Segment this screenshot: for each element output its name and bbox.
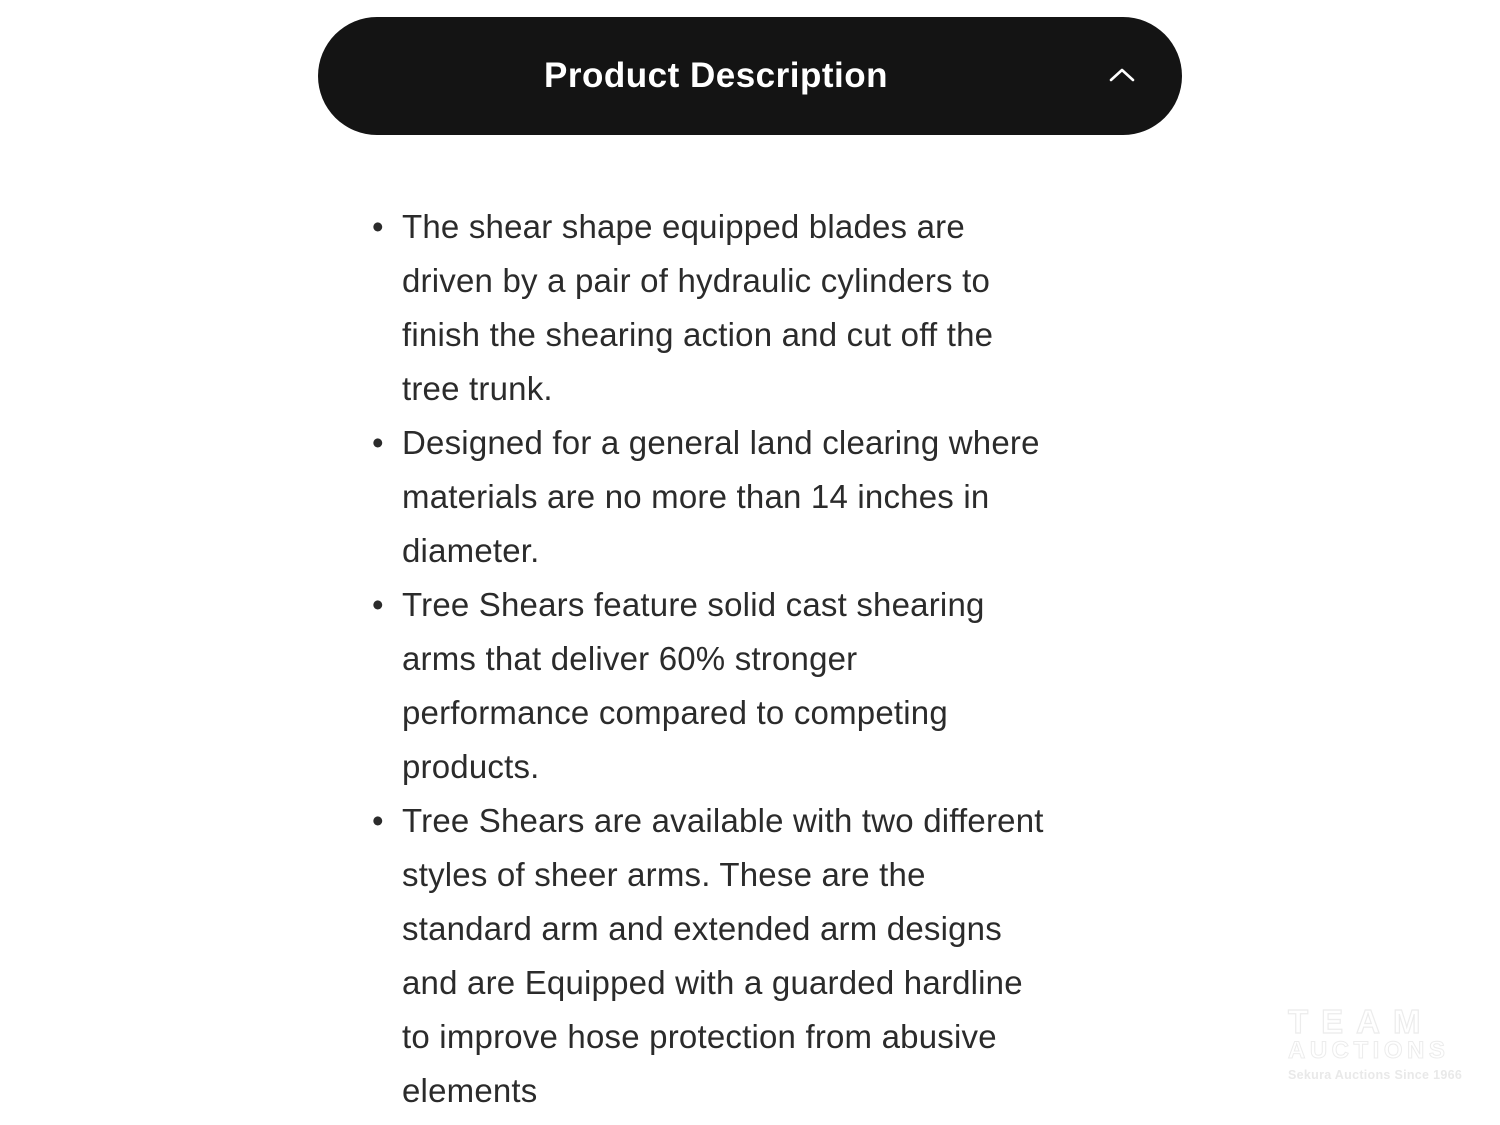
description-item: • Tree Shears feature solid cast shearing arms that deliver 60% stronger performance compared to competing products. [360, 578, 1050, 794]
description-item: • Designed for a general land clearing where materials are no more than 14 inches in diameter. [360, 416, 1050, 578]
watermark-team-text: TEAM [1288, 1003, 1434, 1040]
description-item: • Tree Shears are available with two different styles of sheer arms. These are the standard arm and extended arm designs and are Equipped with a guarded hardline to improve hose protection from abusive elements [360, 794, 1050, 1118]
watermark-auctions-text: AUCTIONS [1288, 1037, 1450, 1064]
chevron-up-icon[interactable] [1107, 66, 1137, 87]
accordion-title: Product Description [544, 56, 888, 95]
description-item: • The shear shape equipped blades are driven by a pair of hydraulic cylinders to finish the shearing action and cut off the tree trunk. [360, 200, 1050, 416]
product-description-list [360, 200, 1060, 1118]
watermark-tagline: Sekura Auctions Since 1966 [1288, 1068, 1463, 1082]
collapse-button[interactable] [1104, 58, 1140, 94]
product-description-accordion-header[interactable] [318, 17, 1182, 135]
team-auctions-watermark [1288, 1003, 1463, 1082]
